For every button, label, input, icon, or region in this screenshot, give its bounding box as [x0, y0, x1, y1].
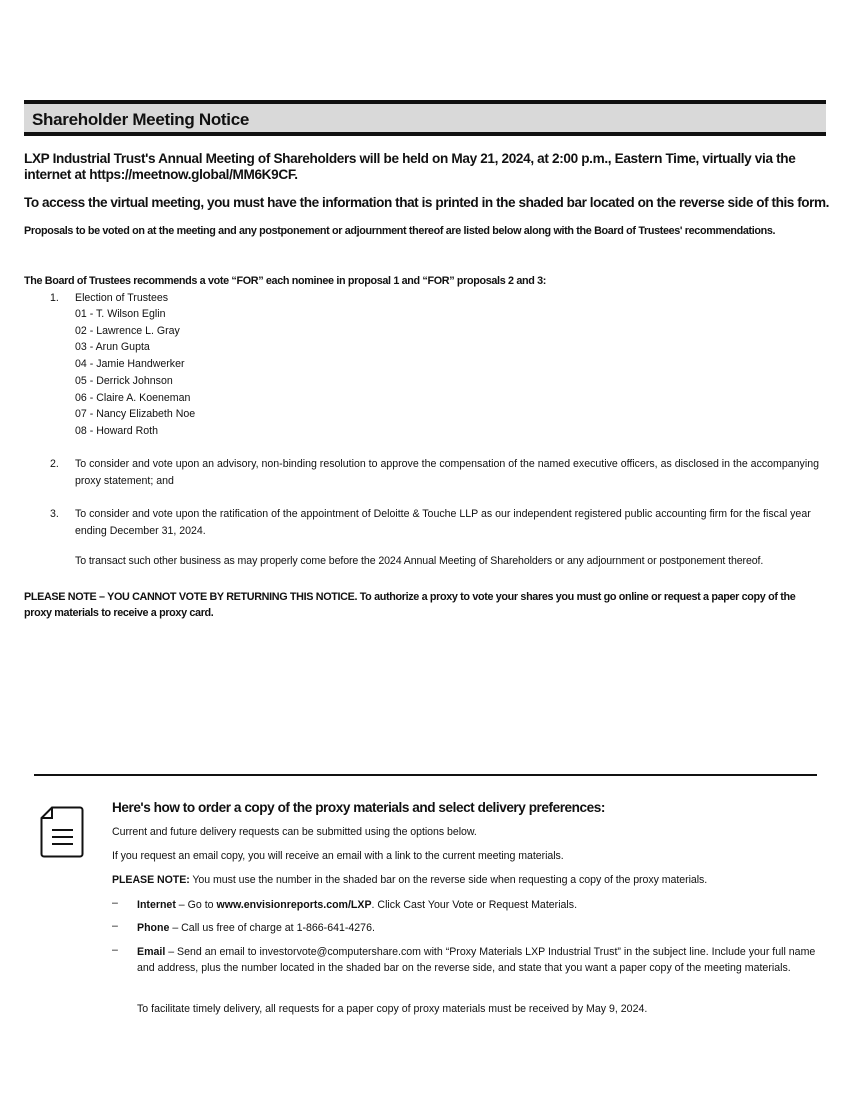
meeting-intro: LXP Industrial Trust's Annual Meeting of Shareholders will be held on May 21, 2024, at 2:00 p.m., Eastern Time, virtually via the internet at https://meetnow.global/MM6K9CF.	[24, 151, 796, 182]
document-icon	[40, 806, 84, 858]
proposal-text: To consider and vote upon the ratification of the appointment of Deloitte & Touche LLP as our independent registered public accounting firm for the fiscal year ending December 31, 2024.	[75, 508, 811, 537]
list-item: 07 - Nancy Elizabeth Noe	[75, 408, 196, 421]
list-item: 02 - Lawrence L. Gray	[75, 324, 180, 337]
board-recommendation: The Board of Trustees recommends a vote “FOR” each nominee in proposal 1 and “FOR” proposals 2 and 3:	[24, 275, 547, 287]
order-title: Here's how to order a copy of the proxy materials and select delivery preferences:	[112, 800, 605, 815]
option-text: . Click Cast Your Vote or Request Materials.	[371, 899, 578, 911]
option-text: – Call us free of charge at 1-866-641-4276.	[169, 922, 375, 934]
email-label: Email	[137, 946, 166, 958]
please-note: PLEASE NOTE – YOU CANNOT VOTE BY RETURNING THIS NOTICE. To authorize a proxy to vote your shares you must go online or request a paper copy of the proxy materials to receive a proxy card.	[24, 591, 796, 619]
bullet-dash: –	[112, 897, 118, 909]
option-text: – Go to	[175, 899, 217, 911]
note-label: PLEASE NOTE:	[112, 874, 190, 886]
order-line: If you request an email copy, you will receive an email with a link to the current meeting materials.	[112, 850, 564, 862]
option-phone	[137, 920, 822, 936]
proposal-text: Election of Trustees	[75, 292, 169, 304]
proposal-number: 1.	[50, 292, 59, 304]
list-item: 01 - T. Wilson Eglin	[75, 308, 166, 320]
list-item: 05 - Derrick Johnson	[75, 374, 173, 387]
proposals-intro: Proposals to be voted on at the meeting and any postponement or adjournment thereof are listed below along with the Board of Trustees' recommendations.	[24, 225, 776, 237]
timely-delivery: To facilitate timely delivery, all requests for a paper copy of proxy materials must be received by May 9, 2024.	[137, 1003, 648, 1015]
internet-label: Internet	[137, 899, 176, 911]
option-internet	[137, 897, 822, 913]
page-title: Shareholder Meeting Notice	[32, 110, 250, 129]
proposal-text: To consider and vote upon an advisory, non-binding resolution to approve the compensation of the named executive officers, as disclosed in the accompanying proxy statement; and	[75, 458, 819, 487]
note-text: You must use the number in the shaded bar on the reverse side when requesting a copy of the proxy materials.	[189, 874, 708, 886]
list-item: 03 - Arun Gupta	[75, 341, 150, 354]
option-email	[137, 944, 822, 976]
order-note	[112, 874, 707, 886]
bullet-dash: –	[112, 920, 118, 932]
header-bar	[24, 100, 826, 136]
list-item: 06 - Claire A. Koeneman	[75, 391, 191, 404]
proposal-number: 2.	[50, 458, 59, 470]
bullet-dash: –	[112, 944, 118, 956]
phone-label: Phone	[137, 922, 170, 934]
list-item: 08 - Howard Roth	[75, 424, 159, 437]
other-business: To transact such other business as may properly come before the 2024 Annual Meeting of Shareholders or any adjournment or postponement thereof.	[75, 555, 764, 567]
option-text: – Send an email to investorvote@computershare.com with “Proxy Materials LXP Industrial Trust” in the subject line. Include your full name and address, plus the number located in the shaded bar on the reverse side, and state that you want a paper copy of the meeting materials.	[137, 946, 816, 974]
proposal-number: 3.	[50, 508, 59, 520]
divider	[34, 774, 817, 776]
list-item: 04 - Jamie Handwerker	[75, 358, 185, 371]
internet-link[interactable]: www.envisionreports.com/LXP	[216, 899, 372, 911]
order-line: Current and future delivery requests can be submitted using the options below.	[112, 826, 477, 838]
access-instructions: To access the virtual meeting, you must have the information that is printed in the shaded bar located on the reverse side of this form.	[24, 195, 829, 210]
